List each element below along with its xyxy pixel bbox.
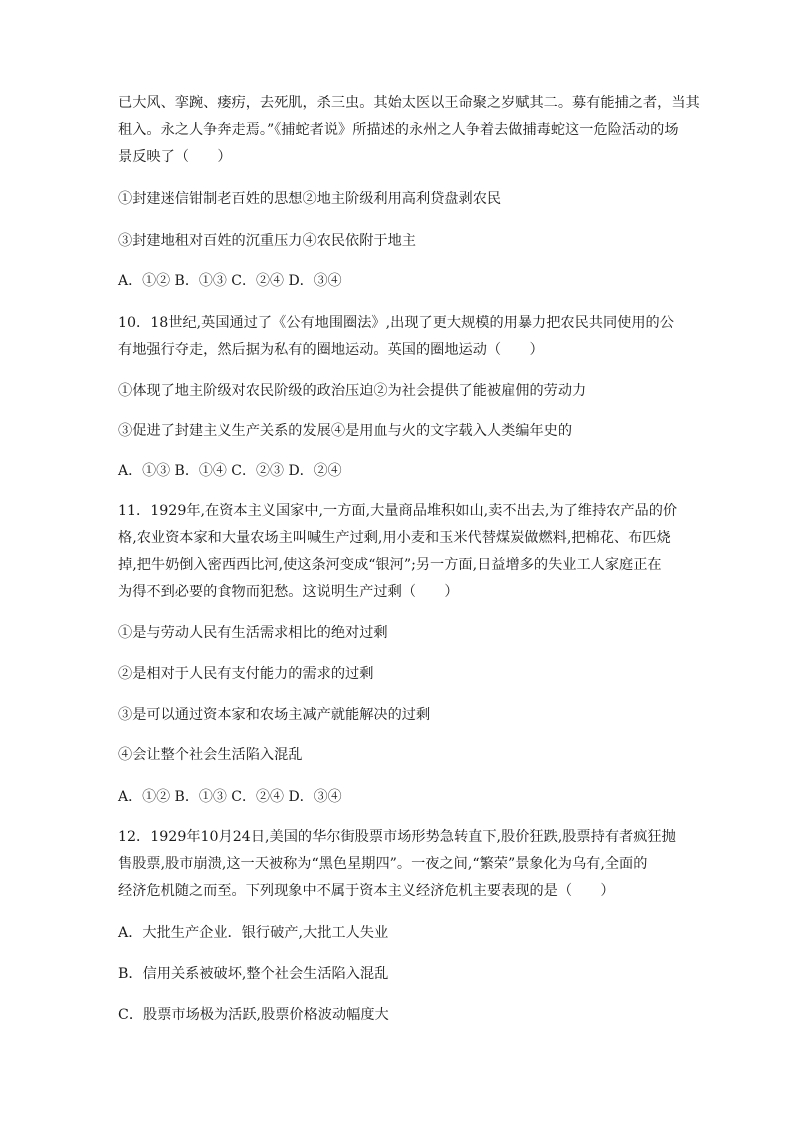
q11-statement-4: ④会让整个社会生活陷入混乱 [118,747,303,763]
q9-stem-line-3: 景反映了（ ） [118,149,232,165]
q11-stem-line-3: 掉,把牛奶倒入密西西比河,使这条河变成“银河”;另一方面,日益增多的失业工人家庭正在 [118,557,662,573]
q12-option-a: A．大批生产企业．银行破产,大批工人失业 [118,925,389,941]
q9-stem [118,90,700,171]
q10-stem-line-1: 10．18世纪,英国通过了《公有地围圈法》,出现了更大规模的用暴力把农民共同使用的公 [118,315,674,331]
q10-statement-2: ③促进了封建主义生产关系的发展④是用血与火的文字载入人类编年史的 [118,423,573,439]
q11-stem-line-2: 格,农业资本家和大量农场主叫喊生产过剩,用小麦和玉米代替煤炭做燃料,把棉花、布匹烧 [118,530,671,546]
q12-stem-line-2: 售股票,股市崩溃,这一天被称为“黑色星期四”。一夜之间,“繁荣”景象化为乌有,全面的 [118,856,648,872]
q11-stem [118,498,678,606]
q12-stem-line-3: 经济危机随之而至。下列现象中不属于资本主义经济危机主要表现的是（ ） [118,883,615,899]
q11-stem-line-1: 11．1929年,在资本主义国家中,一方面,大量商品堆积如山,卖不出去,为了维持农产品的价 [118,503,678,519]
q9-statement-1: ①封建迷信钳制老百姓的思想②地主阶级利用高利贷盘剥农民 [118,191,502,207]
q9-statement-2: ③封建地租对百姓的沉重压力④农民依附于地主 [118,233,416,249]
q12-stem-line-1: 12．1929年10月24日,美国的华尔街股票市场形势急转直下,股价狂跌,股票持有者疯狂抛 [118,829,676,845]
q10-options: A．①③ B．①④ C．②③ D．②④ [118,463,342,479]
q11-options: A．①② B．①③ C．②④ D．③④ [118,789,342,805]
q11-statement-2: ②是相对于人民有支付能力的需求的过剩 [118,666,374,682]
q12-option-c: C．股票市场极为活跃,股票价格波动幅度大 [118,1007,389,1023]
q12-option-b: B．信用关系被破坏,整个社会生活陷入混乱 [118,966,389,982]
q10-statement-1: ①体现了地主阶级对农民阶级的政治压迫②为社会提供了能被雇佣的劳动力 [118,383,587,399]
q10-stem-line-2: 有地强行夺走，然后据为私有的圈地运动。英国的圈地运动（ ） [118,342,544,358]
q11-stem-line-4: 为得不到必要的食物而犯愁。这说明生产过剩（ ） [118,584,459,600]
q9-stem-line-2: 租入。永之人争奔走焉。”《捕蛇者说》所描述的永州之人争着去做捕毒蛇这一危险活动的场 [118,122,679,138]
q11-statement-3: ③是可以通过资本家和农场主减产就能解决的过剩 [118,707,431,723]
q11-statement-1: ①是与劳动人民有生活需求相比的绝对过剩 [118,625,388,641]
q10-stem [118,310,678,364]
q9-options: A．①② B．①③ C．②④ D．③④ [118,273,342,289]
q9-stem-line-1: 已大风、挛踠、瘘疠，去死肌，杀三虫。其始太医以王命聚之岁赋其二。募有能捕之者，当其 [118,95,700,111]
q12-stem [118,824,678,905]
